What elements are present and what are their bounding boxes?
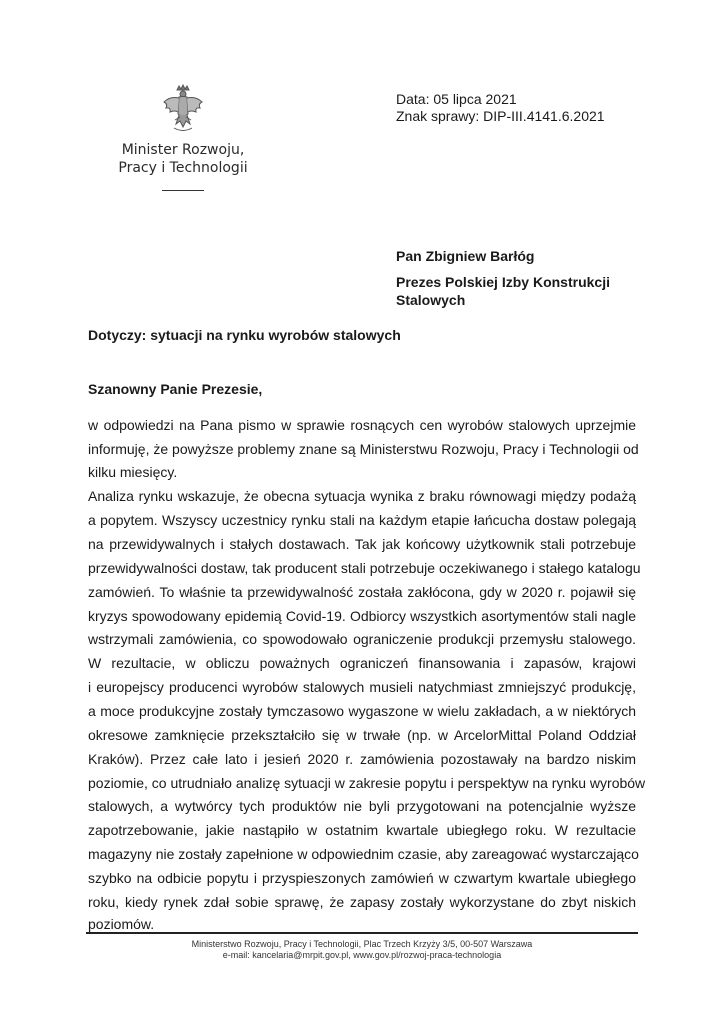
body-line: wstrzymali zamówienia, co spowodowało ograniczenie produkcji przemysłu stalowego. [88,631,636,647]
body-line: kryzys spowodowany epidemią Covid-19. Odbiorcy wszystkich asortymentów stali nagle [88,608,636,624]
letter-date: Data: 05 lipca 2021 [396,91,517,107]
body-line: Analiza rynku wskazuje, że obecna sytuacja wynika z braku równowagi między podażą [88,488,636,504]
body-line: na przewidywalnych i stałych dostawach. Tak jak końcowy użytkownik stali potrzebuje [88,536,636,552]
body-line: roku, kiedy rynek zdał sobie sprawę, że zapasy zostały wykorzystane do zbyt niskich [88,894,636,910]
institution-line-1: Minister Rozwoju, [121,142,245,158]
institution-name [100,141,266,177]
body-line: przewidywalności dostaw, tak producent stali potrzebuje oczekiwanego i stałego katalogu [88,560,641,576]
footer-divider [86,932,638,934]
addressee-name: Pan Zbigniew Barłóg [396,248,535,264]
body-line: kilku miesięcy. [88,464,178,480]
body-line: a popytem. Wszyscy uczestnicy rynku stali na każdym etapie łańcucha dostaw polegają [88,512,636,528]
letter-meta [396,91,605,125]
body-line: i europejscy producenci wyrobów stalowych musieli natychmiast zmniejszyć produkcję, [88,679,636,695]
case-number: Znak sprawy: DIP-III.4141.6.2021 [396,108,605,124]
body-line: W rezultacie, w obliczu poważnych ograniczeń finansowania i zapasów, krajowi [88,655,636,671]
body-line: poziomów. [88,916,155,932]
body-line: szybko na odbicie popytu i przyspieszonych zamówień w czwartym kwartale ubiegłego [88,870,636,886]
body-line: zamówień. To właśnie ta przewidywalność została zakłócona, gdy w 2020 r. pojawił się [88,584,636,600]
institution-line-2: Pracy i Technologii [118,160,248,176]
body-line: zapotrzebowanie, jakie nastąpiło w ostatnim kwartale ubiegłego roku. W rezultacie [88,822,636,838]
footer-address: Ministerstwo Rozwoju, Pracy i Technologii, Plac Trzech Krzyży 3/5, 00-507 Warszawa [191,939,533,949]
body-line: w odpowiedzi na Pana pismo w sprawie rosnących cen wyrobów stalowych uprzejmie [88,417,636,433]
body-line: stalowych, a wytwórcy tych produktów nie byli przygotowani na potencjalnie wyższe [88,798,636,814]
body-line: a moce produkcyjne zostały tymczasowo wygaszone w wielu zakładach, a w niektórych [88,703,636,719]
institution-divider [162,190,204,191]
addressee-title-line-1: Prezes Polskiej Izby Konstrukcji [396,274,610,290]
addressee-title-line-2: Stalowych [396,292,466,308]
body-line: Kraków). Przez całe lato i jesień 2020 r. zamówienia pozostawały na bardzo niskim [88,751,636,767]
footer [86,939,638,961]
letter-salutation: Szanowny Panie Prezesie, [88,381,263,397]
addressee-block [396,247,646,309]
body-line: informuję, że powyższe problemy znane są Ministerstwu Rozwoju, Pracy i Technologii od [88,441,639,457]
footer-contact: e-mail: kancelaria@mrpit.gov.pl, www.gov.pl/rozwoj-praca-technologia [222,950,502,960]
letter-subject: Dotyczy: sytuacji na rynku wyrobów stalowych [88,327,401,343]
body-line: magazyny nie zostały zapełnione w odpowiednim czasie, aby zareagować wystarczająco [88,846,639,862]
body-line: okresowe zamknięcie przekształciło się w trwałe (np. w ArcelorMittal Poland Oddział [88,727,636,743]
polish-eagle-emblem-icon [160,84,206,136]
body-line: poziomie, co utrudniało analizę sytuacji w zakresie popytu i perspektyw na rynku wyrobów [88,775,646,791]
